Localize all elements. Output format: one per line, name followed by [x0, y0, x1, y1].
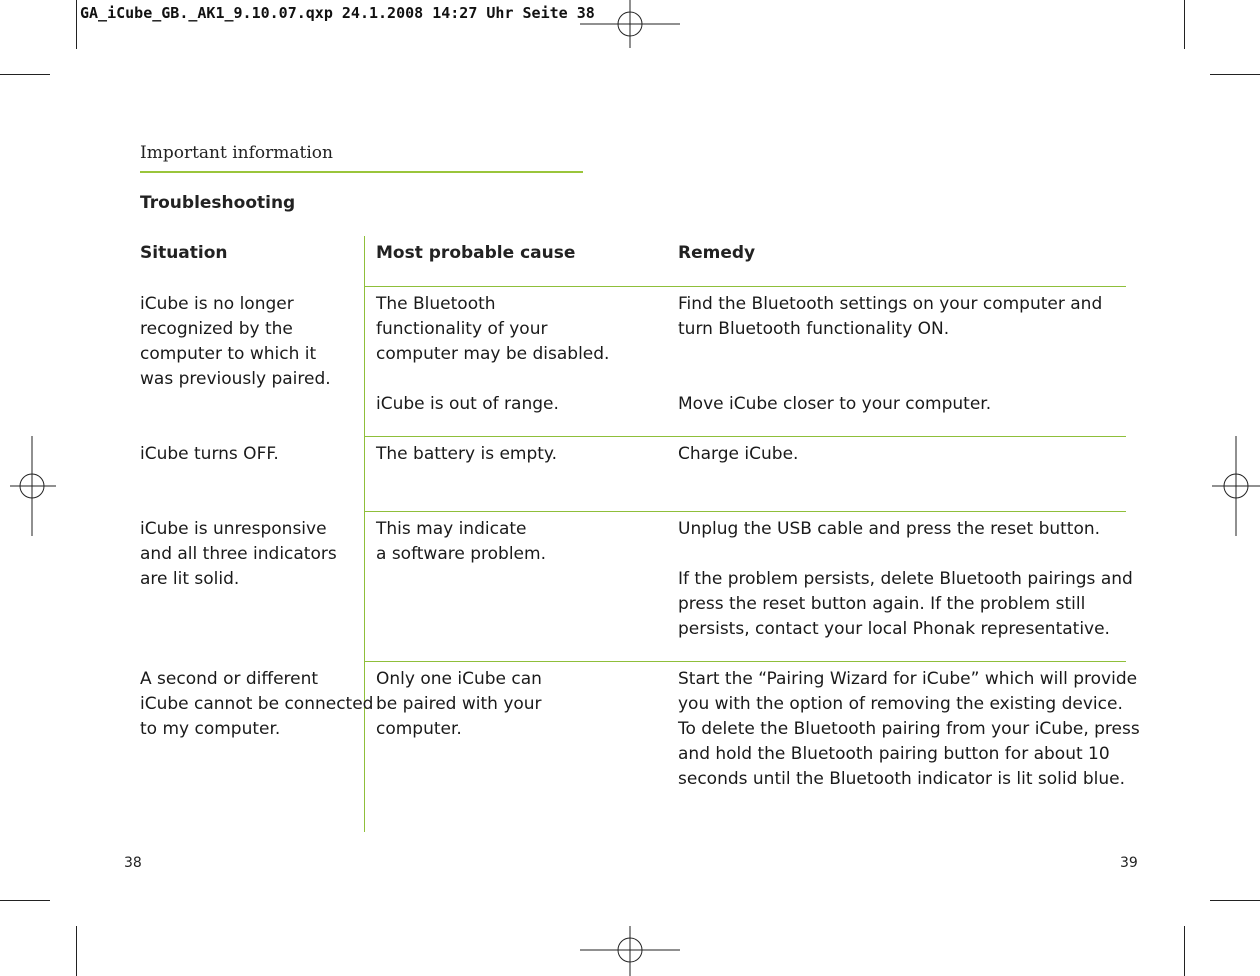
section-divider [140, 171, 583, 173]
row-divider [365, 436, 1126, 437]
cell-line: to my computer. [140, 719, 281, 739]
cause-cell [376, 517, 546, 567]
cell-line: recognized by the [140, 319, 293, 339]
remedy-cell [678, 667, 1140, 792]
cell-line: Unplug the USB cable and press the reset button. [678, 519, 1101, 539]
column-header-situation: Situation [140, 243, 228, 263]
cell-line: The Bluetooth [376, 294, 496, 314]
remedy-cell [678, 392, 991, 417]
remedy-cell [678, 567, 1133, 642]
cell-line: a software problem. [376, 544, 546, 564]
situation-cell [140, 442, 279, 467]
situation-cell [140, 667, 373, 742]
registration-mark-icon [1212, 436, 1260, 536]
column-header-cause: Most probable cause [376, 243, 576, 263]
print-slug: GA_iCube_GB._AK1_9.10.07.qxp 24.1.2008 14:27 Uhr Seite 38 [80, 4, 595, 22]
crop-mark [0, 74, 50, 75]
column-header-remedy: Remedy [678, 243, 756, 263]
cell-line: be paired with your [376, 694, 542, 714]
cell-line: iCube is no longer [140, 294, 294, 314]
cause-cell [376, 292, 609, 367]
cell-line: functionality of your [376, 319, 548, 339]
row-divider [365, 511, 1126, 512]
cell-line: iCube is unresponsive [140, 519, 327, 539]
cell-line: computer. [376, 719, 462, 739]
registration-mark-icon [10, 436, 56, 536]
crop-mark [1210, 74, 1260, 75]
crop-mark [1210, 900, 1260, 901]
cell-line: computer to which it [140, 344, 317, 364]
crop-mark [1184, 0, 1185, 49]
cell-line: iCube turns OFF. [140, 444, 279, 464]
row-divider [365, 286, 1126, 287]
cell-line: The battery is empty. [376, 444, 557, 464]
cause-cell [376, 442, 557, 467]
cell-line: and hold the Bluetooth pairing button for about 10 [678, 744, 1110, 764]
cell-line: and all three indicators [140, 544, 337, 564]
crop-mark [76, 0, 77, 49]
situation-cell [140, 292, 331, 392]
cell-line: This may indicate [376, 519, 527, 539]
cell-line: computer may be disabled. [376, 344, 610, 364]
cell-line: If the problem persists, delete Bluetooth pairings and [678, 569, 1133, 589]
page-number-right: 39 [1120, 855, 1138, 871]
cell-line: Charge iCube. [678, 444, 799, 464]
crop-mark [0, 900, 50, 901]
cell-line: you with the option of removing the existing device. [678, 694, 1123, 714]
cause-cell [376, 392, 559, 417]
remedy-cell [678, 517, 1100, 542]
cell-line: Move iCube closer to your computer. [678, 394, 992, 414]
situation-cell [140, 517, 337, 592]
cell-line: iCube is out of range. [376, 394, 559, 414]
cell-line: persists, contact your local Phonak representative. [678, 619, 1110, 639]
cell-line: A second or different [140, 669, 319, 689]
cell-line: Find the Bluetooth settings on your computer and [678, 294, 1103, 314]
cell-line: was previously paired. [140, 369, 331, 389]
cell-line: seconds until the Bluetooth indicator is lit solid blue. [678, 769, 1125, 789]
remedy-cell [678, 442, 798, 467]
cell-line: press the reset button again. If the problem still [678, 594, 1086, 614]
row-divider [365, 661, 1126, 662]
cell-line: Start the “Pairing Wizard for iCube” which will provide [678, 669, 1138, 689]
cause-cell [376, 667, 542, 742]
cell-line: iCube cannot be connected [140, 694, 374, 714]
crop-mark [76, 926, 77, 976]
cell-line: turn Bluetooth functionality ON. [678, 319, 950, 339]
remedy-cell [678, 292, 1102, 342]
registration-mark-icon [580, 926, 680, 976]
column-divider [364, 236, 365, 832]
registration-mark-icon [580, 0, 680, 50]
cell-line: are lit solid. [140, 569, 240, 589]
cell-line: To delete the Bluetooth pairing from your iCube, press [678, 719, 1140, 739]
page-number-left: 38 [124, 855, 142, 871]
crop-mark [1184, 926, 1185, 976]
cell-line: Only one iCube can [376, 669, 542, 689]
page-title: Troubleshooting [140, 193, 296, 213]
section-label: Important information [140, 143, 333, 163]
